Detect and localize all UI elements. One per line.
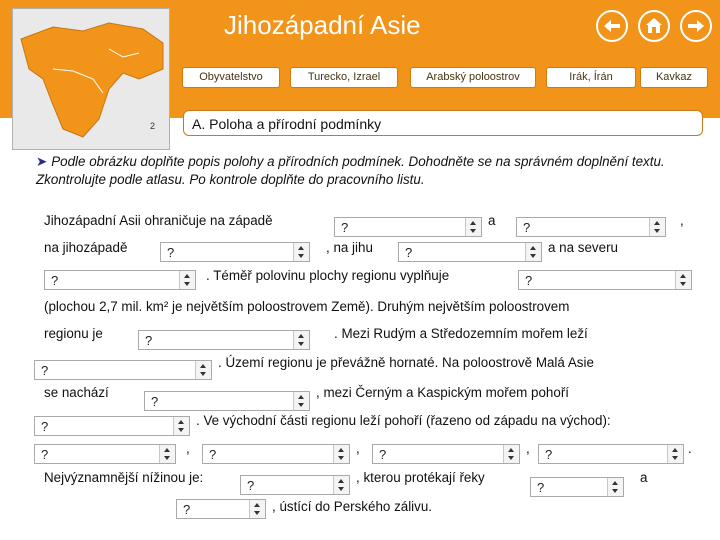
- exercise-text: na jihozápadě: [44, 240, 128, 255]
- spinner-arrows-icon[interactable]: [333, 445, 349, 463]
- instruction: [36, 153, 712, 189]
- answer-dropdown[interactable]: [138, 330, 310, 350]
- exercise-text: , mezi Černým a Kaspickým mořem pohoří: [316, 385, 570, 400]
- spinner-arrows-icon[interactable]: [607, 478, 623, 496]
- page-number: 2: [150, 121, 156, 131]
- spinner-arrows-icon[interactable]: [173, 417, 189, 435]
- dropdown-value: ?: [341, 220, 349, 235]
- dropdown-value: ?: [209, 447, 217, 462]
- spinner-arrows-icon[interactable]: [675, 271, 691, 289]
- spinner-arrows-icon[interactable]: [293, 331, 309, 349]
- spinner-arrows-icon[interactable]: [649, 218, 665, 236]
- tab-arabsky-poloostrov[interactable]: Arabský poloostrov: [410, 67, 536, 88]
- spinner-arrows-icon[interactable]: [503, 445, 519, 463]
- dropdown-value: ?: [537, 480, 545, 495]
- spinner-arrows-icon[interactable]: [159, 445, 175, 463]
- dropdown-value: ?: [525, 273, 533, 288]
- back-button[interactable]: [596, 10, 628, 42]
- answer-dropdown[interactable]: [34, 416, 190, 436]
- spinner-arrows-icon[interactable]: [333, 476, 349, 494]
- answer-dropdown[interactable]: [518, 270, 692, 290]
- tab-turecko-izrael[interactable]: Turecko, Izrael: [290, 67, 398, 88]
- exercise-text: se nachází: [44, 385, 109, 400]
- exercise-text: . Mezi Rudým a Středozemním mořem leží: [334, 326, 588, 341]
- answer-dropdown[interactable]: [176, 499, 266, 519]
- exercise-text: (plochou 2,7 mil. km² je největším poloostrovem Země). Druhým největším poloostrovem: [44, 299, 570, 314]
- spinner-arrows-icon[interactable]: [249, 500, 265, 518]
- exercise-text: ,: [356, 441, 360, 456]
- exercise-text: a: [488, 213, 496, 228]
- forward-button[interactable]: [680, 10, 712, 42]
- spinner-arrows-icon[interactable]: [465, 218, 481, 236]
- spinner-arrows-icon[interactable]: [293, 243, 309, 261]
- dropdown-value: ?: [41, 447, 49, 462]
- home-icon: [640, 12, 668, 40]
- answer-dropdown[interactable]: [144, 391, 310, 411]
- spinner-arrows-icon[interactable]: [667, 445, 683, 463]
- spinner-arrows-icon[interactable]: [179, 271, 195, 289]
- home-button[interactable]: [638, 10, 670, 42]
- tab-kavkaz[interactable]: Kavkaz: [640, 67, 708, 88]
- dropdown-value: ?: [405, 245, 413, 260]
- arrow-left-icon: [598, 12, 626, 40]
- map-image: [13, 9, 169, 149]
- exercise-text: Jihozápadní Asii ohraničuje na západě: [44, 213, 273, 228]
- instruction-text: Podle obrázku doplňte popis polohy a přírodních podmínek. Dohodněte se na správném doplnění textu. Zkontrolujte podle atlasu. Po kontrole doplňte do pracovního listu.: [36, 154, 665, 187]
- exercise-text: ,: [680, 213, 684, 228]
- dropdown-value: ?: [183, 502, 191, 517]
- exercise-text: a: [640, 470, 648, 485]
- answer-dropdown[interactable]: [240, 475, 350, 495]
- exercise-text: , na jihu: [326, 240, 373, 255]
- answer-dropdown[interactable]: [538, 444, 684, 464]
- page-title: Jihozápadní Asie: [224, 10, 421, 40]
- answer-dropdown[interactable]: [372, 444, 520, 464]
- dropdown-value: ?: [523, 220, 531, 235]
- exercise-text: regionu je: [44, 326, 103, 341]
- answer-dropdown[interactable]: [34, 444, 176, 464]
- dropdown-value: ?: [145, 333, 153, 348]
- answer-dropdown[interactable]: [334, 217, 482, 237]
- dropdown-value: ?: [41, 419, 49, 434]
- exercise-text: . Ve východní části regionu leží pohoří (řazeno od západu na východ):: [196, 413, 611, 428]
- answer-dropdown[interactable]: [160, 242, 310, 262]
- exercise-text: Nejvýznamnější nížinou je:: [44, 470, 204, 485]
- tab-irak-iran[interactable]: Irák, Írán: [546, 67, 636, 88]
- answer-dropdown[interactable]: [516, 217, 666, 237]
- exercise-text: a na severu: [548, 240, 618, 255]
- exercise-text: ,: [526, 441, 530, 456]
- dropdown-value: ?: [41, 363, 49, 378]
- dropdown-value: ?: [545, 447, 553, 462]
- dropdown-value: ?: [151, 394, 159, 409]
- region-map: [12, 8, 170, 150]
- spinner-arrows-icon[interactable]: [525, 243, 541, 261]
- arrow-right-icon: [682, 12, 710, 40]
- bullet-arrow-icon: ➤: [36, 154, 48, 169]
- exercise-text: , ústící do Perského zálivu.: [272, 499, 433, 514]
- spinner-arrows-icon[interactable]: [293, 392, 309, 410]
- dropdown-value: ?: [379, 447, 387, 462]
- dropdown-value: ?: [247, 478, 255, 493]
- dropdown-value: ?: [51, 273, 59, 288]
- exercise-text: , kterou protékají řeky: [356, 470, 485, 485]
- section-title: A. Poloha a přírodní podmínky: [183, 110, 703, 136]
- spinner-arrows-icon[interactable]: [195, 361, 211, 379]
- answer-dropdown[interactable]: [202, 444, 350, 464]
- answer-dropdown[interactable]: [530, 477, 624, 497]
- dropdown-value: ?: [167, 245, 175, 260]
- exercise-text: . Téměř polovinu plochy regionu vyplňuje: [206, 268, 450, 283]
- exercise-text: . Území regionu je převážně hornaté. Na poloostrově Malá Asie: [218, 355, 594, 370]
- answer-dropdown[interactable]: [398, 242, 542, 262]
- answer-dropdown[interactable]: [44, 270, 196, 290]
- answer-dropdown[interactable]: [34, 360, 212, 380]
- exercise-text: ,: [186, 441, 190, 456]
- exercise-text: .: [688, 441, 692, 456]
- tab-obyvatelstvo[interactable]: Obyvatelstvo: [182, 67, 280, 88]
